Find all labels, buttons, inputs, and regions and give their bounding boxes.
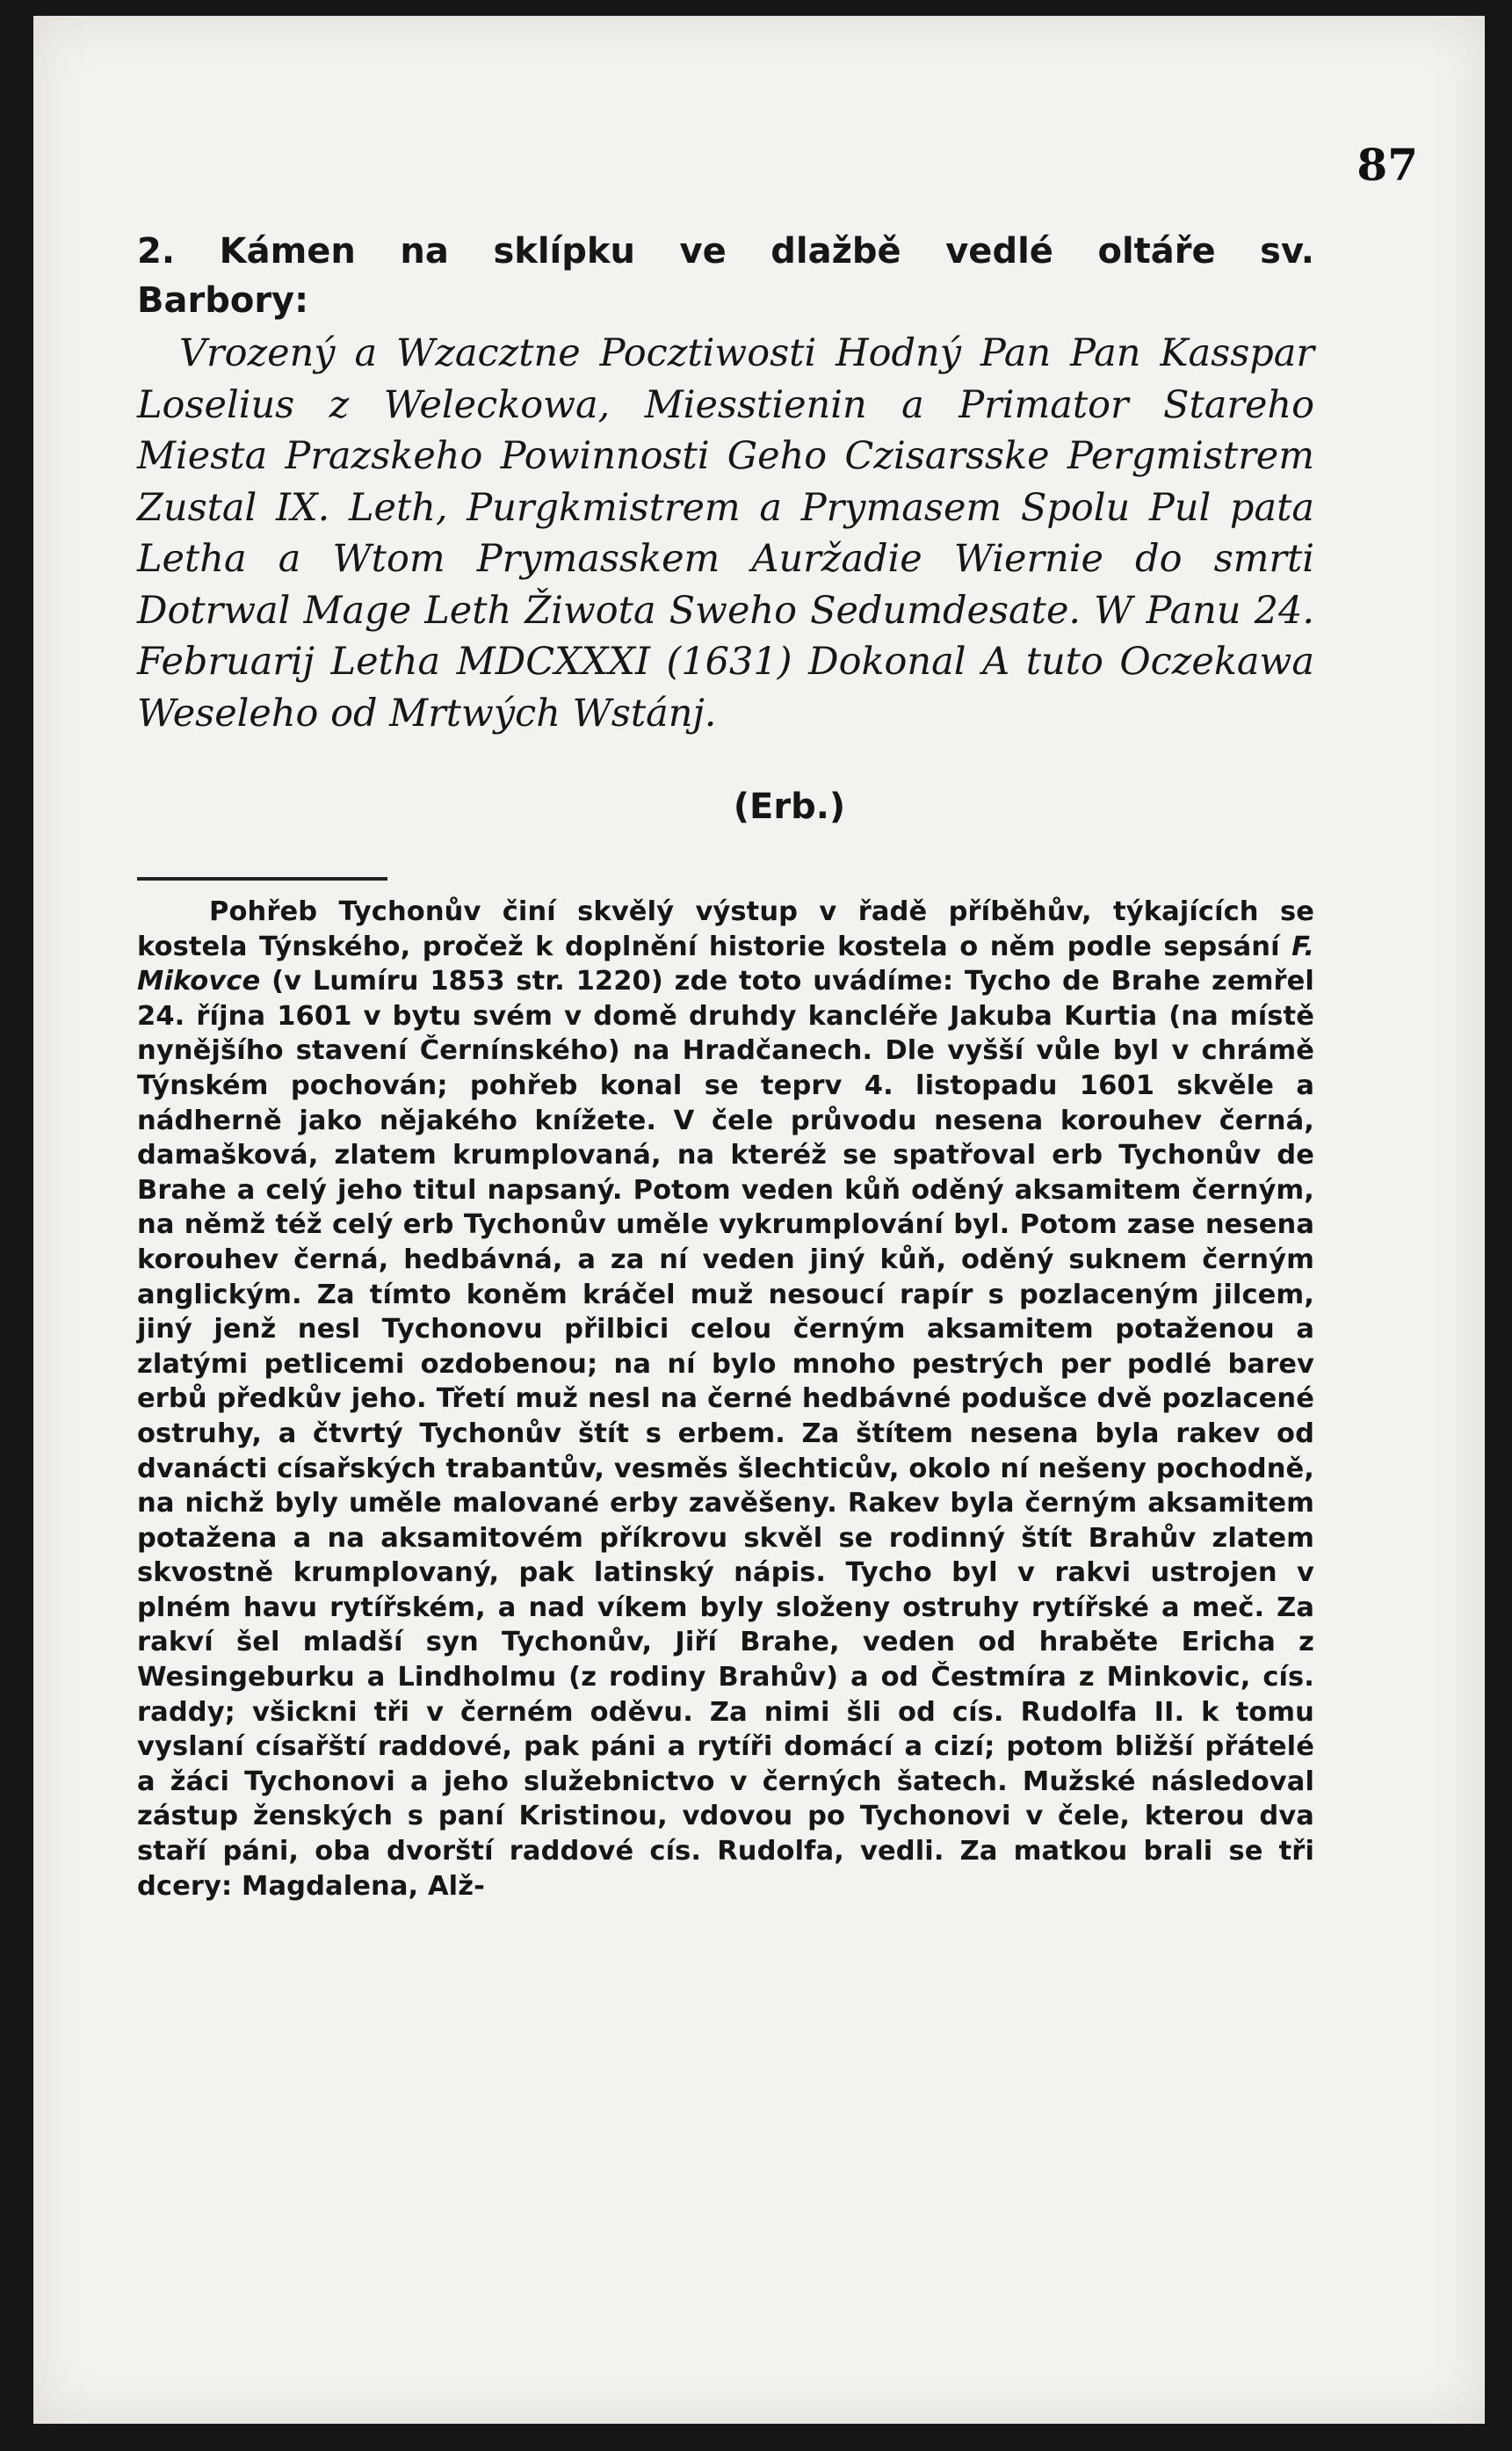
heading-line: 2. Kámen na sklípku ve dlažbě vedlé oltáře sv. — [137, 231, 1314, 272]
heading-line: Barbory: — [137, 280, 309, 321]
book-page — [33, 16, 1485, 2424]
note-author: F. Mikovce — [137, 931, 1314, 997]
note-text: Pohřeb Tychonův činí skvělý výstup v řadě příběhův, týkajících se kostela Týnského, pročež k doplnění historie kostela o něm podle sepsání — [137, 896, 1314, 962]
footnote-divider — [137, 877, 387, 881]
page-number: 87 — [1356, 139, 1418, 191]
coat-of-arms-caption: (Erb.) — [733, 787, 846, 827]
section-heading — [137, 227, 1314, 325]
note-text: (v Lumíru 1853 str. 1220) zde toto uvádíme: Tycho de Brahe zemřel 24. října 1601 v bytu svém v domě druhdy kancléře Jakuba Kurtia (na místě nynějšího stavení Černínského) na Hradčanech. Dle vyšší vůle byl v chrámě Týnském pochován; pohřeb konal se teprv 4. listopadu 1601 skvěle a nádherně jako nějakého knížete. V čele průvodu nesena korouhev černá, damašková, zlatem krumplovaná, na kteréž se spatřoval erb Tychonův de Brahe a celý jeho titul napsaný. Potom veden kůň oděný aksamitem černým, na němž též celý erb Tychonův uměle vykrumplování byl. Potom zase nesena korouhev černá, hedbávná, a za ní veden jiný kůň, oděný suknem černým anglickým. Za tímto koněm kráčel muž nesoucí rapír s pozlaceným jilcem, jiný jenž nesl Tychonovu přilbici celou černým aksamitem potaženou a zlatými petlicemi ozdobenou; na ní bylo mnoho pestrých per podlé barev erbů předkův jeho. Třetí muž nesl na černé hedbávné podušce dvě pozlacené ostruhy, a čtvrtý Tychonův štít s erbem. Za štítem nesena byla rakev od dvanácti císařských trabantův, vesměs šlechticův, okolo ní nešeny pochodně, na nichž byly uměle malované erby zavěšeny. Rakev byla černým aksamitem potažena a na aksamitovém příkrovu skvěl se rodinný štít Brahův zlatem skvostně krumplovaný, pak latinský nápis. Tycho byl v rakvi ustrojen v plném havu rytířském, a nad víkem byly složeny ostruhy rytířské a meč. Za rakví šel mladší syn Tychonův, Jiří Brahe, veden od hraběte Ericha z Wesingeburku a Lindholmu (z rodiny Brahův) a od Čestmíra z Minkovic, cís. raddy; všickni tři v černém oděvu. Za nimi šli od cís. Rudolfa II. k tomu vyslaní císařští raddové, pak páni a rytíři domácí a cizí; potom bližší přátelé a žáci Tychonovi a jeho služebnictvo v černých šatech. Mužské následoval zástup ženských s paní Kristinou, vdovou po Tychonovi v čele, kterou dva staří páni, oba dvorští raddové cís. Rudolfa, vedli. Za matkou brali se tři dcery: Magdalena, Alž- — [137, 966, 1314, 1902]
epitaph-inscription: Vrozený a Wzacztne Pocztiwosti Hodný Pan Pan Kasspar Loselius z Weleckowa, Miesstienin a Primator Stareho Miesta Prazskeho Powinnosti Geho Czisarsske Pergmistrem Zustal IX. Leth, Purgkmistrem a Prymasem Spolu Pul pata Letha a Wtom Prymasskem Auržadie Wiernie do smrti Dotrwal Mage Leth Žiwota Sweho Sedumdesate. W Panu 24. Februarij Letha MDCXXXI (1631) Dokonal A tuto Oczekawa Weseleho od Mrtwých Wstánj. — [137, 331, 1314, 736]
historical-note — [137, 895, 1314, 1904]
